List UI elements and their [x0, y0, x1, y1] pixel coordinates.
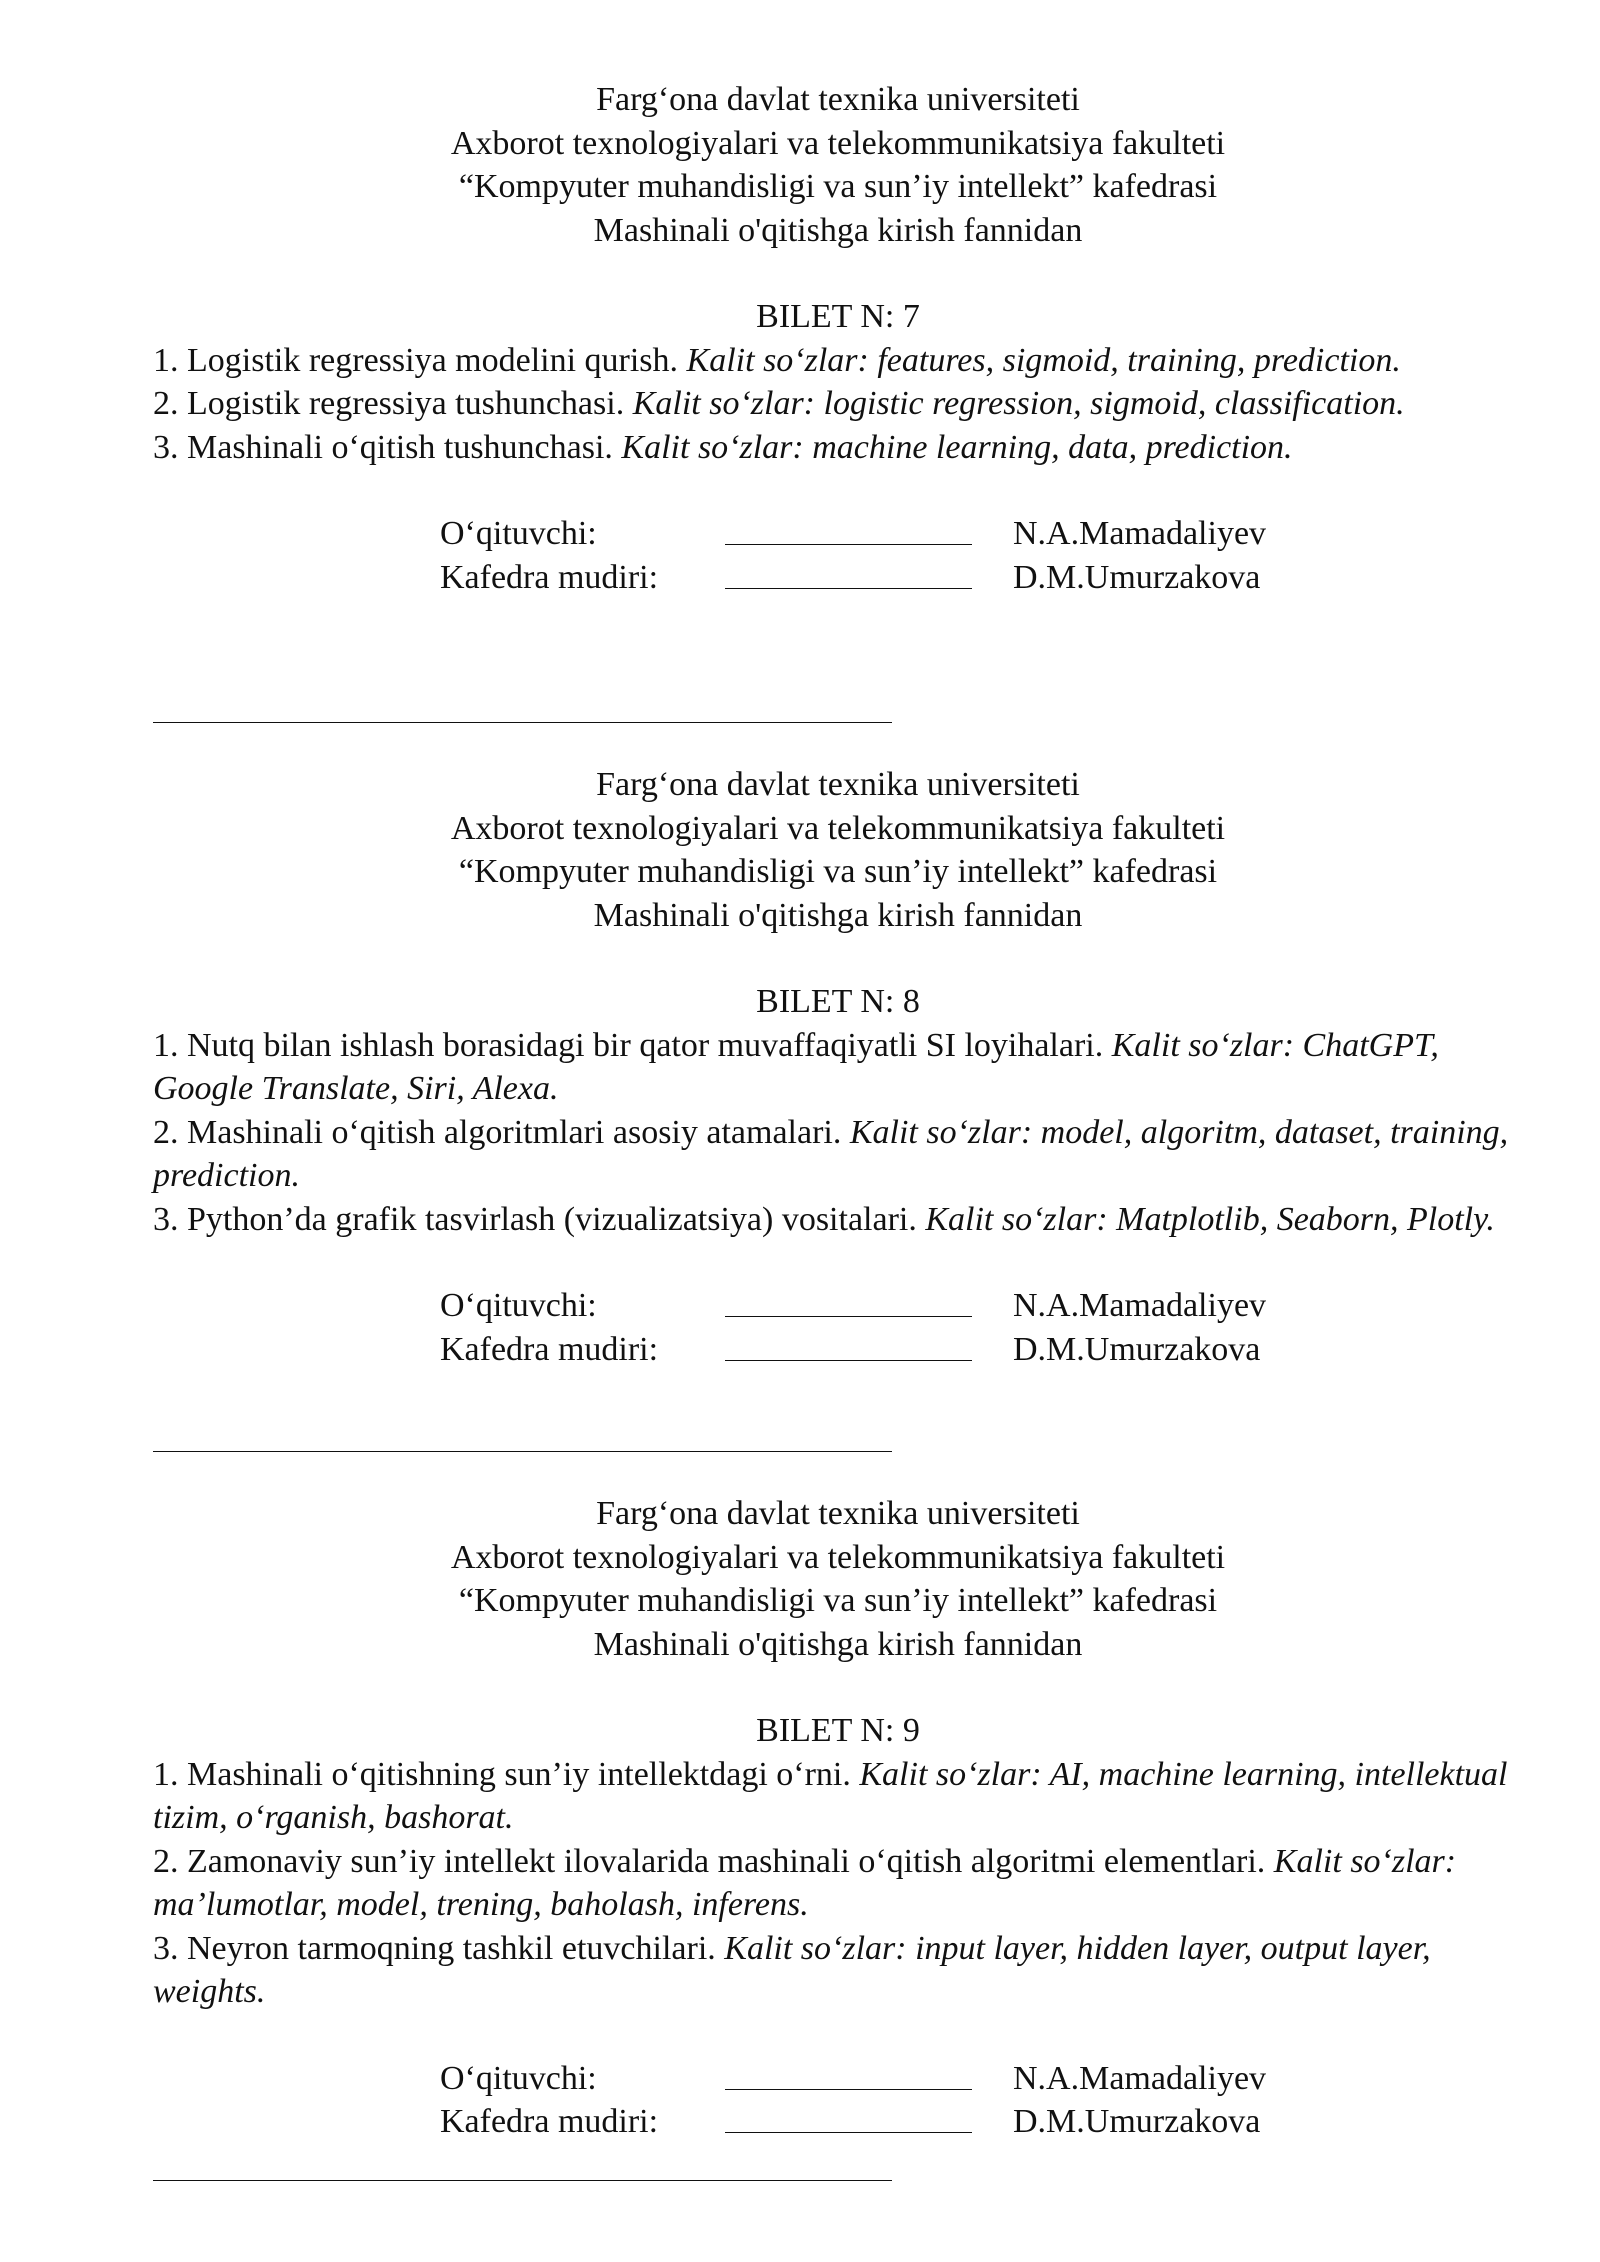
signature-row-head	[153, 556, 1523, 600]
question-text: 3. Mashinali o‘qitish tushunchasi.	[153, 428, 622, 466]
question-text: 1. Mashinali o‘qitishning sun’iy intellektdagi o‘rni.	[153, 1755, 860, 1793]
ticket-8	[153, 763, 1523, 1371]
signature-name: D.M.Umurzakova	[1013, 558, 1261, 596]
ticket-separator	[153, 722, 892, 723]
question-2	[153, 382, 1523, 426]
question-2	[153, 1111, 1523, 1198]
ticket-9	[153, 1492, 1523, 2144]
department-name: “Kompyuter muhandisligi va sun’iy intellekt” kafedrasi	[458, 1582, 1218, 1619]
department-name: “Kompyuter muhandisligi va sun’iy intellekt” kafedrasi	[458, 168, 1218, 205]
question-keywords: Kalit so‘zlar: Matplotlib, Seaborn, Plotly.	[925, 1200, 1495, 1238]
ticket-header	[153, 78, 1523, 252]
question-keywords: Kalit so‘zlar: machine learning, data, prediction.	[621, 428, 1293, 466]
signature-row-teacher	[153, 1284, 1523, 1328]
question-text: 2. Logistik regressiya tushunchasi.	[153, 385, 633, 422]
signature-name: N.A.Mamadaliyev	[1013, 2059, 1267, 2097]
question-text: 3. Python’da grafik tasvirlash (vizualizatsiya) vositalari.	[153, 1200, 926, 1238]
ticket-header	[153, 1492, 1523, 1666]
question-text: 1. Logistik regressiya modelini qurish.	[153, 341, 687, 379]
question-1	[153, 1024, 1523, 1111]
question-2	[153, 1840, 1523, 1927]
signature-name: D.M.Umurzakova	[1013, 2103, 1261, 2140]
question-keywords: Kalit so‘zlar: ChatGPT, Google Translate, Siri, Alexa.	[153, 1026, 1439, 1107]
ticket-separator	[153, 1451, 892, 1452]
question-keywords: Kalit so‘zlar: logistic regression, sigmoid, classification.	[632, 385, 1405, 422]
question-text: 3. Neyron tarmoqning tashkil etuvchilari.	[153, 1929, 725, 1967]
question-3	[153, 1198, 1523, 1242]
question-keywords: Kalit so‘zlar: AI, machine learning, intellektual tizim, o‘rganish, bashorat.	[153, 1755, 1508, 1836]
question-1	[153, 1753, 1523, 1840]
question-text: 1. Nutq bilan ishlash borasidagi bir qator muvaffaqiyatli SI loyihalari.	[153, 1026, 1112, 1064]
signature-row-head	[153, 2100, 1523, 2144]
subject-name: Mashinali o'qitishga kirish fannidan	[593, 1625, 1083, 1663]
signature-line	[725, 2132, 972, 2133]
signature-line	[725, 1316, 972, 1317]
question-keywords: Kalit so‘zlar: features, sigmoid, training, prediction.	[686, 341, 1401, 379]
ticket-7	[153, 78, 1523, 599]
faculty-name: Axborot texnologiyalari va telekommunikatsiya fakulteti	[450, 124, 1226, 162]
ticket-separator	[153, 2180, 892, 2181]
ticket-title: BILET N: 8	[756, 983, 920, 1020]
faculty-name: Axborot texnologiyalari va telekommunikatsiya fakulteti	[450, 809, 1226, 847]
question-text: 2. Zamonaviy sun’iy intellekt ilovalarida mashinali o‘qitish algoritmi elementlari.	[153, 1842, 1274, 1880]
signature-name: D.M.Umurzakova	[1013, 1330, 1261, 1368]
ticket-title: BILET N: 9	[756, 1712, 920, 1749]
question-text: 2. Mashinali o‘qitish algoritmlari asosiy atamalari.	[153, 1113, 850, 1151]
signature-row-teacher	[153, 2057, 1523, 2101]
question-keywords: Kalit so‘zlar: input layer, hidden layer, output layer, weights.	[153, 1929, 1431, 2010]
signature-role: O‘qituvchi:	[440, 2059, 597, 2097]
faculty-name: Axborot texnologiyalari va telekommunikatsiya fakulteti	[450, 1538, 1226, 1576]
signature-role: Kafedra mudiri:	[440, 1330, 659, 1368]
signature-role: O‘qituvchi:	[440, 515, 597, 552]
signature-row-teacher	[153, 512, 1523, 556]
university-name: Farg‘ona davlat texnika universiteti	[596, 766, 1080, 803]
signature-role: Kafedra mudiri:	[440, 2103, 659, 2140]
signature-role: Kafedra mudiri:	[440, 558, 659, 596]
signature-block	[153, 1284, 1523, 1371]
signature-line	[725, 588, 972, 589]
signature-line	[725, 544, 972, 545]
subject-name: Mashinali o'qitishga kirish fannidan	[593, 211, 1083, 249]
question-keywords: Kalit so‘zlar: model, algoritm, dataset, training, prediction.	[153, 1113, 1509, 1194]
department-name: “Kompyuter muhandisligi va sun’iy intellekt” kafedrasi	[458, 853, 1218, 890]
signature-block	[153, 2057, 1523, 2144]
ticket-header	[153, 763, 1523, 937]
ticket-title: BILET N: 7	[756, 298, 920, 335]
question-1	[153, 339, 1523, 383]
subject-name: Mashinali o'qitishga kirish fannidan	[593, 896, 1083, 934]
signature-row-head	[153, 1328, 1523, 1372]
question-3	[153, 1927, 1523, 2014]
university-name: Farg‘ona davlat texnika universiteti	[596, 1495, 1080, 1532]
signature-line	[725, 2089, 972, 2090]
signature-block	[153, 512, 1523, 599]
question-3	[153, 426, 1523, 470]
signature-role: O‘qituvchi:	[440, 1287, 597, 1324]
question-keywords: Kalit so‘zlar: ma’lumotlar, model, trening, baholash, inferens.	[153, 1842, 1457, 1923]
signature-line	[725, 1360, 972, 1361]
signature-name: N.A.Mamadaliyev	[1013, 1287, 1267, 1324]
university-name: Farg‘ona davlat texnika universiteti	[596, 81, 1080, 118]
signature-name: N.A.Mamadaliyev	[1013, 515, 1267, 552]
